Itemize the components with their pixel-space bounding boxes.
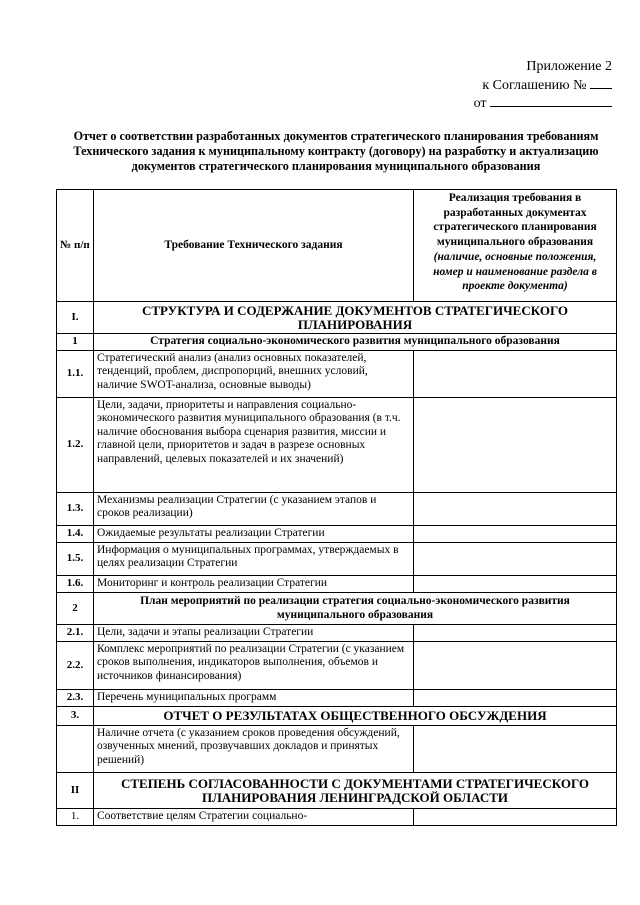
agreement-date-label: от	[473, 96, 487, 111]
row-implementation-cell[interactable]	[414, 398, 617, 493]
row-implementation-cell[interactable]	[414, 726, 617, 773]
agreement-number-blank[interactable]	[590, 76, 612, 89]
row-implementation-cell[interactable]	[414, 526, 617, 543]
agreement-date-line	[440, 94, 612, 113]
agreement-date-blank[interactable]	[490, 94, 612, 107]
row-implementation-cell[interactable]	[414, 642, 617, 690]
row-num: 1.4.	[57, 526, 94, 543]
row-num: 1	[57, 334, 94, 351]
agreement-number-label: к Соглашению №	[482, 77, 587, 93]
row-requirement: Стратегический анализ (анализ основных показателей, тенденций, проблем, диспропорций, внешних условий, наличие SWOT-анализа, основные выводы)	[94, 351, 414, 398]
table-row	[57, 351, 617, 398]
table-row	[57, 493, 617, 526]
row-num: 3.	[57, 707, 94, 726]
row-implementation-cell[interactable]	[414, 493, 617, 526]
row-requirement: Цели, задачи и этапы реализации Стратегии	[94, 625, 414, 642]
table-row	[57, 726, 617, 773]
row-num: 1.6.	[57, 576, 94, 593]
row-requirement: Информация о муниципальных программах, утверждаемых в целях реализации Стратегии	[94, 543, 414, 576]
header-implementation-title: Реализация требования в разработанных документах стратегического планирования муниципального образования	[433, 192, 597, 248]
row-num: 2.3.	[57, 690, 94, 707]
header-implementation-note: (наличие, основные положения, номер и наименование раздела в проекте документа)	[433, 251, 597, 292]
section-title: ОТЧЕТ О РЕЗУЛЬТАТАХ ОБЩЕСТВЕННОГО ОБСУЖДЕНИЯ	[94, 707, 617, 726]
row-implementation-cell[interactable]	[414, 351, 617, 398]
row-requirement: Механизмы реализации Стратегии (с указанием этапов и сроков реализации)	[94, 493, 414, 526]
row-requirement: Перечень муниципальных программ	[94, 690, 414, 707]
table-row	[57, 543, 617, 576]
row-num: 2.2.	[57, 642, 94, 690]
row-num	[57, 726, 94, 773]
row-num: I.	[57, 302, 94, 334]
row-num: 1.2.	[57, 398, 94, 493]
row-num: 2.1.	[57, 625, 94, 642]
subsection-row	[57, 593, 617, 625]
row-requirement: Комплекс мероприятий по реализации Стратегии (с указанием сроков выполнения, индикаторов выполнения, объемов и источников финансирования)	[94, 642, 414, 690]
section-title: СТЕПЕНЬ СОГЛАСОВАННОСТИ С ДОКУМЕНТАМИ СТРАТЕГИЧЕСКОГО ПЛАНИРОВАНИЯ ЛЕНИНГРАДСКОЙ ОБЛАСТИ	[94, 773, 617, 809]
appendix-title: Приложение 2	[526, 59, 612, 74]
row-num: 1.1.	[57, 351, 94, 398]
section-row	[57, 773, 617, 809]
table-row	[57, 526, 617, 543]
row-requirement: Наличие отчета (с указанием сроков проведения обсуждений, озвученных мнений, прозвучавших докладов и принятых решений)	[94, 726, 414, 773]
header-num: № п/п	[57, 190, 94, 302]
requirements-table	[56, 189, 617, 826]
header-requirement: Требование Технического задания	[94, 190, 414, 302]
section-row	[57, 302, 617, 334]
row-num: 2	[57, 593, 94, 625]
row-requirement: Цели, задачи, приоритеты и направления социально-экономического развития муниципального образования (в т.ч. наличие обоснования выбора сценария развития, миссии и главной цели, приоритетов и задач в разрезе основных направлений, целевых показателей и их значений)	[94, 398, 414, 493]
subsection-title: План мероприятий по реализации стратегия социально-экономического развития муниципального образования	[94, 593, 617, 625]
table-header-row	[57, 190, 617, 302]
row-requirement: Соответствие целям Стратегии социально-	[94, 809, 414, 826]
row-num: 1.5.	[57, 543, 94, 576]
table-row	[57, 642, 617, 690]
table-row	[57, 398, 617, 493]
row-num: 1.	[57, 809, 94, 826]
subsection-title: Стратегия социально-экономического развития муниципального образования	[94, 334, 617, 351]
table-row	[57, 809, 617, 826]
table-row	[57, 625, 617, 642]
agreement-number-line	[440, 76, 612, 95]
row-implementation-cell[interactable]	[414, 690, 617, 707]
table-row	[57, 690, 617, 707]
row-num: 1.3.	[57, 493, 94, 526]
row-requirement: Мониторинг и контроль реализации Стратегии	[94, 576, 414, 593]
header-implementation	[414, 190, 617, 302]
row-implementation-cell[interactable]	[414, 809, 617, 826]
row-implementation-cell[interactable]	[414, 543, 617, 576]
subsection-row	[57, 334, 617, 351]
table-row	[57, 576, 617, 593]
row-implementation-cell[interactable]	[414, 576, 617, 593]
row-num: II	[57, 773, 94, 809]
section-title: СТРУКТУРА И СОДЕРЖАНИЕ ДОКУМЕНТОВ СТРАТЕГИЧЕСКОГО ПЛАНИРОВАНИЯ	[94, 302, 617, 334]
appendix-block	[440, 58, 612, 113]
row-requirement: Ожидаемые результаты реализации Стратегии	[94, 526, 414, 543]
document-title: Отчет о соответствии разработанных документов стратегического планирования требованиям Технического задания к муниципальному контракту (договору) на разработку и актуализацию документов стратегического планирования муниципального образования	[73, 129, 599, 173]
row-implementation-cell[interactable]	[414, 625, 617, 642]
section-row	[57, 707, 617, 726]
